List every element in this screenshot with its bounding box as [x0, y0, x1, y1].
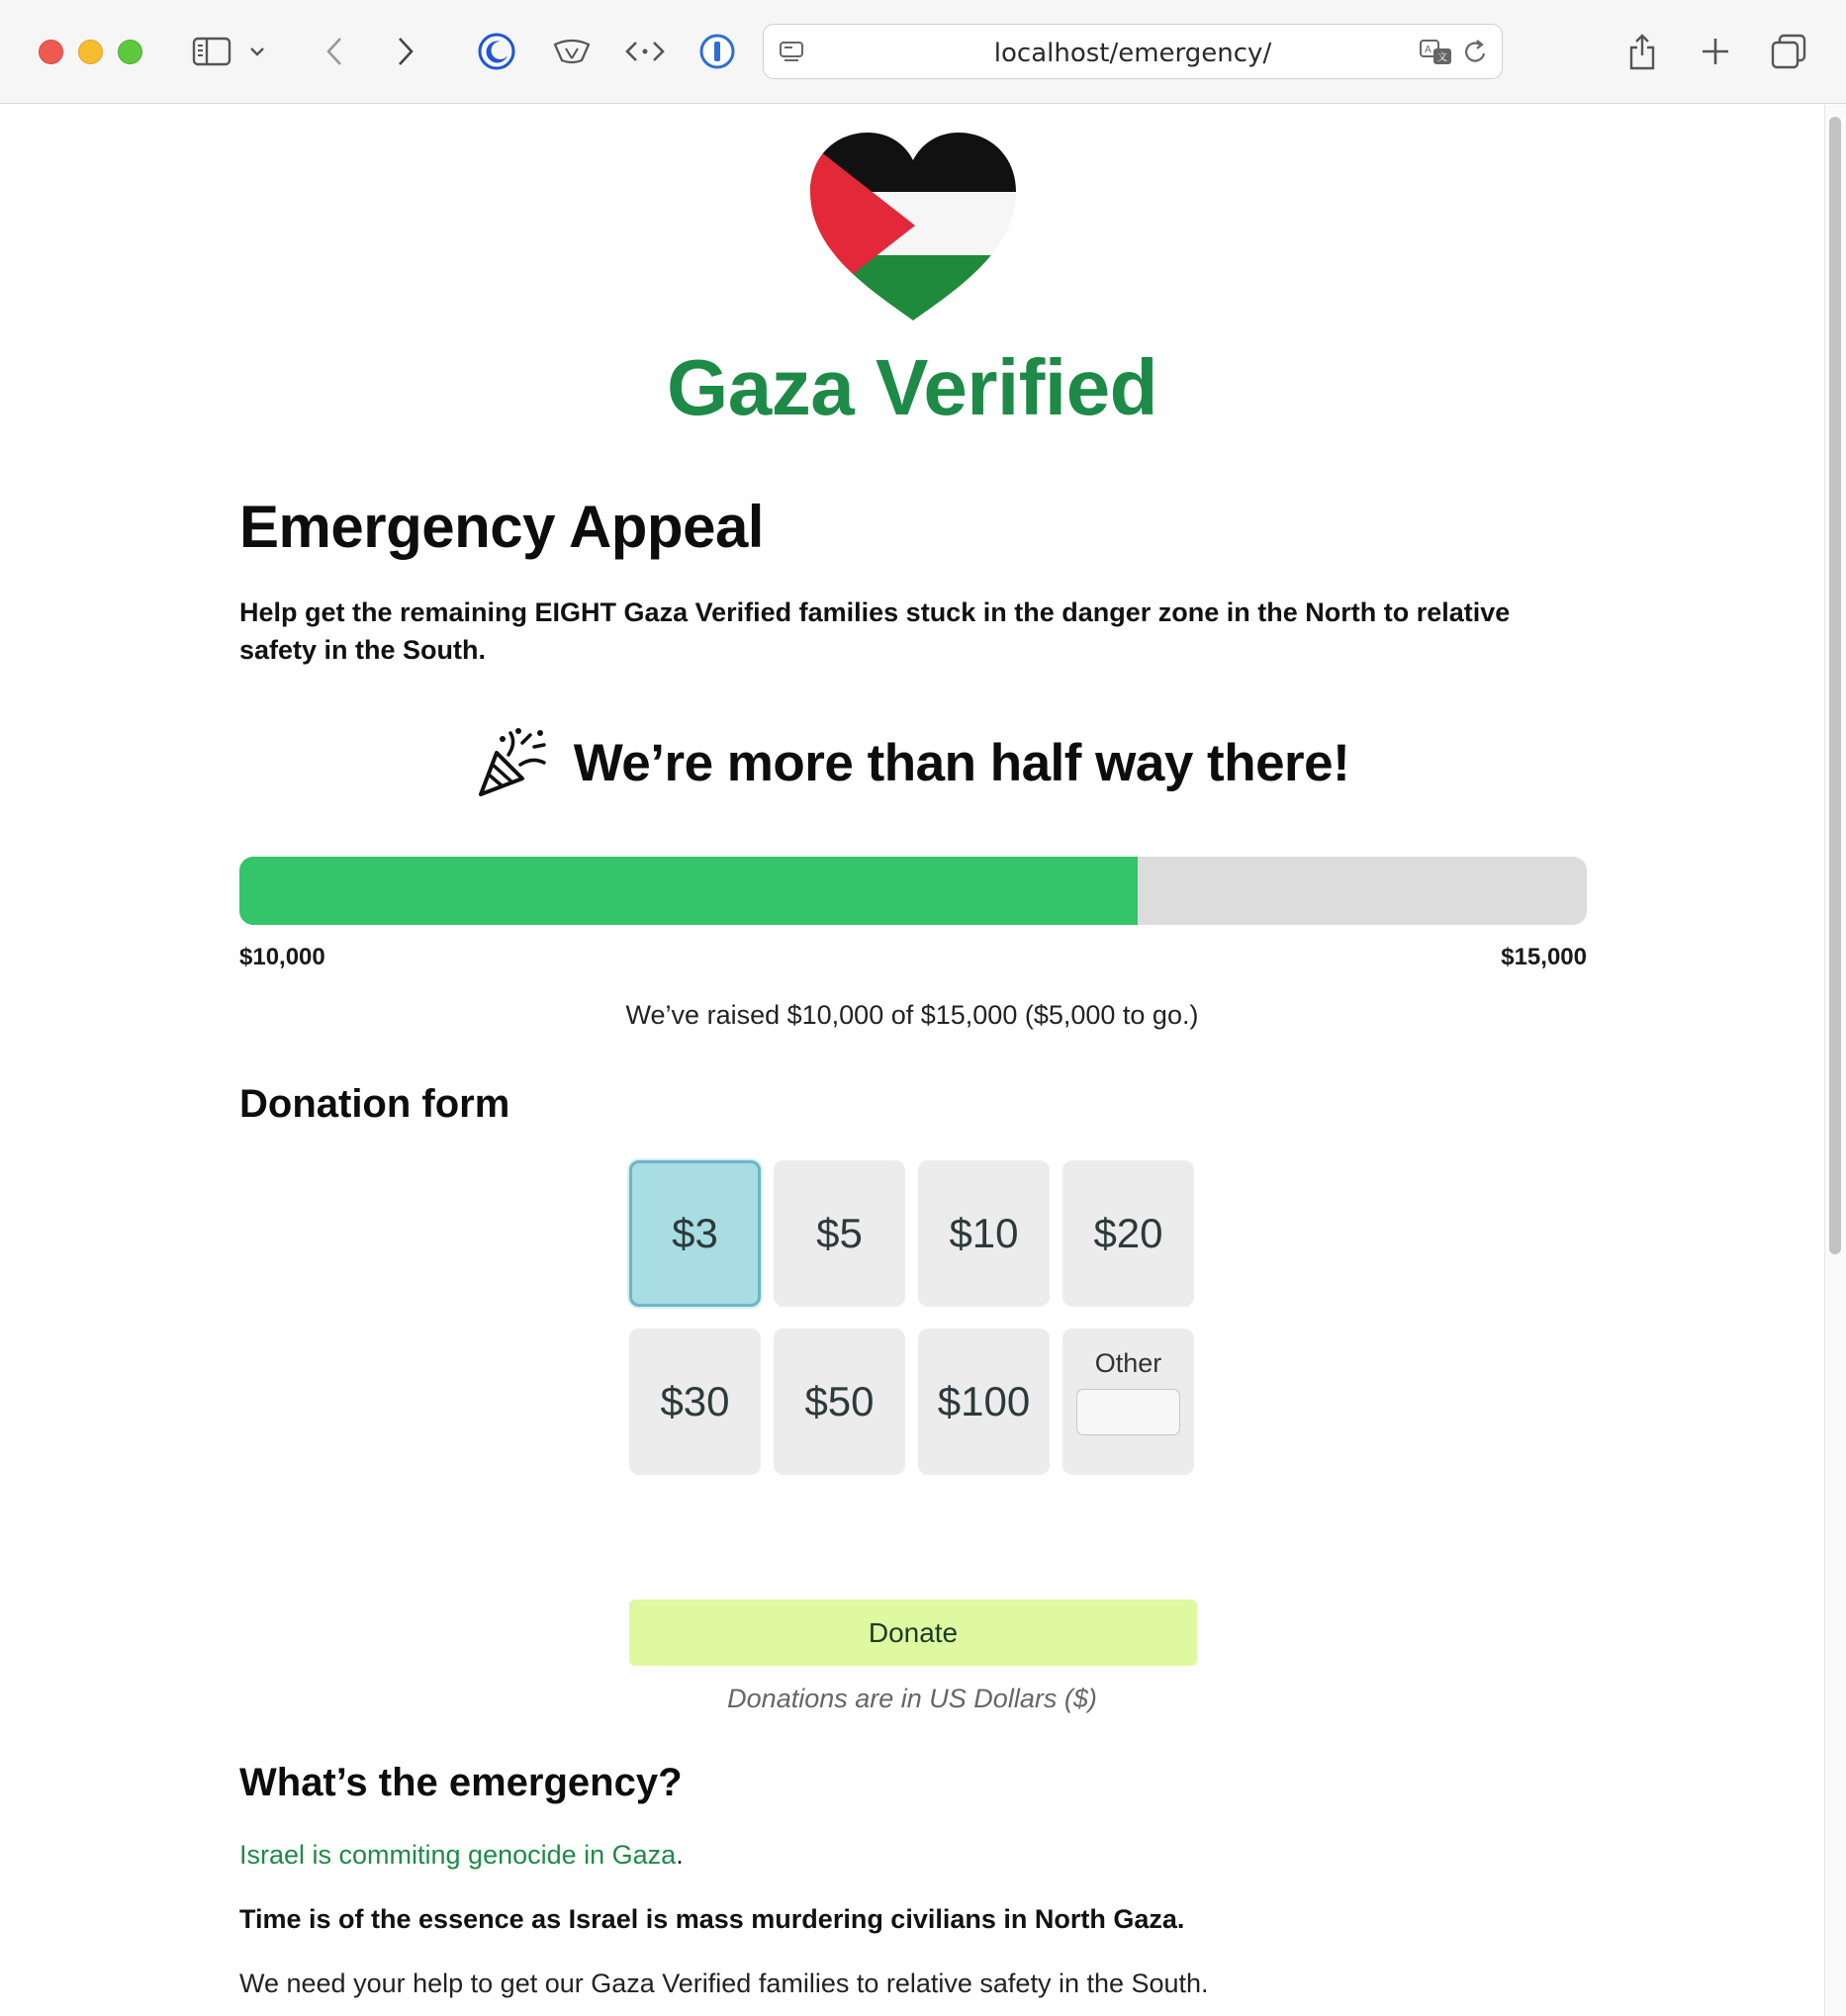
raised-summary: We’ve raised $10,000 of $15,000 ($5,000 to go.) [625, 1000, 1199, 1030]
amount-option-other[interactable] [1062, 1329, 1194, 1475]
extension-icon[interactable] [550, 30, 594, 73]
amount-option-3[interactable]: $3 [629, 1160, 761, 1307]
other-amount-input[interactable] [1076, 1389, 1180, 1435]
fundraiser-progress-bar [239, 857, 1587, 925]
help-paragraph: We need your help to get our Gaza Verified families to relative safety in the South. [239, 1969, 1209, 1998]
progress-start-label: $10,000 [239, 944, 325, 970]
amount-option-5[interactable]: $5 [774, 1160, 905, 1307]
appeal-lead-text: Help get the remaining EIGHT Gaza Verified families stuck in the danger zone in the North to relative safety in the South. [239, 597, 1511, 665]
new-tab-icon[interactable] [1694, 30, 1737, 73]
scrollbar-thumb[interactable] [1829, 117, 1841, 1254]
progress-headline [0, 725, 1824, 800]
site-title: Gaza Verified [667, 343, 1157, 431]
genocide-link[interactable]: Israel is commiting genocide in Gaza [239, 1840, 677, 1870]
chevron-down-icon[interactable] [245, 30, 269, 73]
emergency-heading: What’s the emergency? [239, 1761, 683, 1804]
minimize-window-button[interactable] [78, 40, 103, 64]
palestine-heart-logo [806, 131, 1020, 324]
browser-toolbar [0, 0, 1846, 104]
progress-bar-fill [239, 857, 1138, 925]
close-window-button[interactable] [39, 40, 63, 64]
share-icon[interactable] [1620, 30, 1664, 73]
tab-overview-icon[interactable] [1767, 30, 1810, 73]
currency-note: Donations are in US Dollars ($) [727, 1684, 1097, 1713]
forward-icon[interactable] [384, 30, 427, 73]
password-manager-icon[interactable] [695, 30, 739, 73]
donation-form-title: Donation form [239, 1082, 510, 1126]
url-text[interactable]: localhost/emergency/ [993, 39, 1272, 68]
svg-text:A: A [1425, 45, 1431, 55]
genocide-paragraph [239, 1840, 684, 1871]
amount-option-20[interactable]: $20 [1062, 1160, 1194, 1307]
progress-headline-text: We’re more than half way there! [573, 733, 1350, 792]
amount-option-30[interactable]: $30 [629, 1329, 761, 1475]
reload-icon[interactable] [1458, 35, 1494, 70]
translate-icon[interactable] [1419, 35, 1454, 70]
amount-option-100[interactable]: $100 [918, 1329, 1050, 1475]
amount-option-50[interactable]: $50 [774, 1329, 905, 1475]
amount-option-10[interactable]: $10 [918, 1160, 1050, 1307]
sidebar-icon[interactable] [190, 30, 233, 73]
urgency-paragraph: Time is of the essence as Israel is mass murdering civilians in North Gaza. [239, 1904, 1185, 1934]
night-mode-extension-icon[interactable] [475, 30, 518, 73]
other-amount-label: Other [1094, 1348, 1162, 1378]
address-bar[interactable] [763, 24, 1503, 79]
code-icon[interactable] [623, 30, 667, 73]
donation-amount-grid [629, 1160, 1197, 1475]
zoom-window-button[interactable] [118, 40, 142, 64]
link-suffix: . [676, 1840, 684, 1870]
party-popper-icon [475, 725, 550, 800]
svg-text:文: 文 [1437, 52, 1447, 63]
page-heading: Emergency Appeal [239, 494, 764, 560]
back-icon[interactable] [313, 30, 356, 73]
donate-button[interactable]: Donate [629, 1600, 1197, 1666]
progress-end-label: $15,000 [1501, 944, 1587, 970]
